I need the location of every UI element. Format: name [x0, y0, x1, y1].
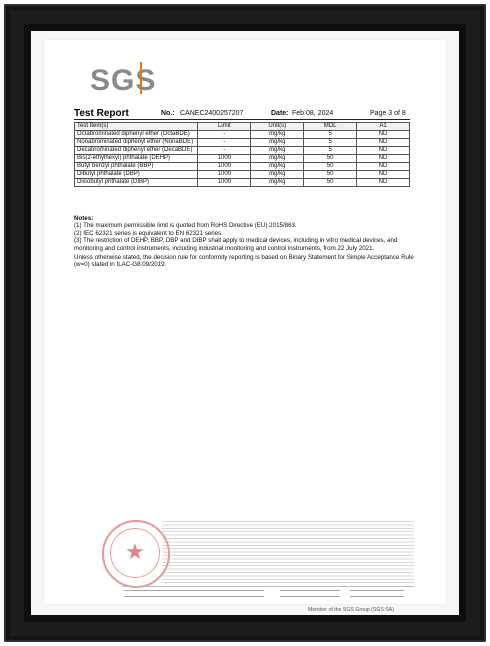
- col-header-mdl: MDL: [304, 123, 357, 131]
- notes-title: Notes:: [74, 215, 94, 222]
- cell-unit: mg/kg: [251, 139, 304, 147]
- cell-unit: mg/kg: [251, 179, 304, 187]
- cell-result: ND: [357, 179, 410, 187]
- cell-limit: 1000: [198, 179, 251, 187]
- address-line: [124, 596, 264, 597]
- table-row: [75, 131, 410, 139]
- report-title: Test Report: [74, 108, 129, 119]
- star-icon: ★: [125, 539, 145, 564]
- cell-unit: mg/kg: [251, 155, 304, 163]
- web-line: [350, 590, 404, 591]
- address-line: [124, 590, 264, 591]
- table-row: [75, 139, 410, 147]
- table-header-row: [75, 123, 410, 131]
- cell-unit: mg/kg: [251, 147, 304, 155]
- cell-result: ND: [357, 171, 410, 179]
- cell-mdl: 50: [304, 163, 357, 171]
- report-number-label: No.:: [161, 110, 175, 117]
- table-row: [75, 179, 410, 187]
- results-table: [74, 122, 410, 187]
- report-page: [44, 40, 446, 613]
- report-date-label: Date:: [271, 110, 289, 117]
- cell-item: Octabrominated diphenyl ether (OctaBDE): [75, 131, 198, 139]
- phone-line: [280, 590, 340, 591]
- cell-result: ND: [357, 131, 410, 139]
- cell-mdl: 50: [304, 179, 357, 187]
- cell-item: Bis(2-ethylhexyl) phthalate (DEHP): [75, 155, 198, 163]
- col-header-unit: Unit(s): [251, 123, 304, 131]
- cell-result: ND: [357, 163, 410, 171]
- fine-print-disclaimer: [162, 521, 414, 583]
- phone-line: [280, 596, 340, 597]
- note-item: (2) IEC 62321 series is equivalent to EN 62321 series.: [74, 229, 223, 237]
- cell-mdl: 5: [304, 131, 357, 139]
- sgs-group-member-text: Member of the SGS Group (SGS SA): [308, 607, 394, 613]
- cell-unit: mg/kg: [251, 131, 304, 139]
- cell-mdl: 5: [304, 147, 357, 155]
- table-row: [75, 155, 410, 163]
- cell-item: Butyl benzyl phthalate (BBP): [75, 163, 198, 171]
- footer-address-block: [124, 588, 414, 606]
- cell-limit: -: [198, 147, 251, 155]
- sgs-logo-accent: [140, 62, 150, 94]
- notes-section: [74, 215, 414, 269]
- cell-item: Decabrominated diphenyl ether (DecaBDE): [75, 147, 198, 155]
- decision-rule-statement: Unless otherwise stated, the decision rule for conformity reporting is based on Binary Statement for Simple Acceptance Rule (w=0) stated in ILAC-G8:09/2019.: [74, 254, 414, 269]
- cell-mdl: 5: [304, 139, 357, 147]
- cell-limit: -: [198, 139, 251, 147]
- cell-item: Diisobutyl phthalate (DIBP): [75, 179, 198, 187]
- cell-result: ND: [357, 155, 410, 163]
- header-rule: [74, 119, 410, 120]
- page-indicator: Page 3 of 8: [370, 110, 406, 117]
- note-item: (3) The restriction of DEHP, BBP, DBP and DIBP shall apply to medical devices, including in vitro medical devices, and monitoring and control instruments, including industrial monitoring and control instruments, from 22 July 2021.: [74, 237, 398, 252]
- table-row: [75, 147, 410, 155]
- email-line: [350, 596, 404, 597]
- cell-limit: -: [198, 131, 251, 139]
- cell-unit: mg/kg: [251, 163, 304, 171]
- footer-rule: [122, 586, 414, 587]
- cell-item: Nonabrominated diphenyl ether (NonaBDE): [75, 139, 198, 147]
- cell-mdl: 50: [304, 171, 357, 179]
- note-item: (1) The maximum permissible limit is quoted from RoHS Directive (EU) 2015/863.: [74, 222, 297, 230]
- col-header-limit: Limit: [198, 123, 251, 131]
- cell-item: Dibutyl phthalate (DBP): [75, 171, 198, 179]
- table-row: [75, 171, 410, 179]
- sgs-logo: SGS: [90, 64, 157, 97]
- cell-limit: 1000: [198, 163, 251, 171]
- cell-limit: 1000: [198, 155, 251, 163]
- cell-limit: 1000: [198, 171, 251, 179]
- company-seal: [102, 520, 170, 588]
- cell-result: ND: [357, 147, 410, 155]
- col-header-a1: A1: [357, 123, 410, 131]
- table-row: [75, 163, 410, 171]
- cell-unit: mg/kg: [251, 171, 304, 179]
- report-number: CANEC2400257207: [180, 110, 244, 117]
- cell-mdl: 50: [304, 155, 357, 163]
- report-date: Feb 08, 2024: [292, 110, 334, 117]
- company-seal-ring: [110, 528, 160, 578]
- col-header-item: Test Item(s): [75, 123, 198, 131]
- cell-result: ND: [357, 139, 410, 147]
